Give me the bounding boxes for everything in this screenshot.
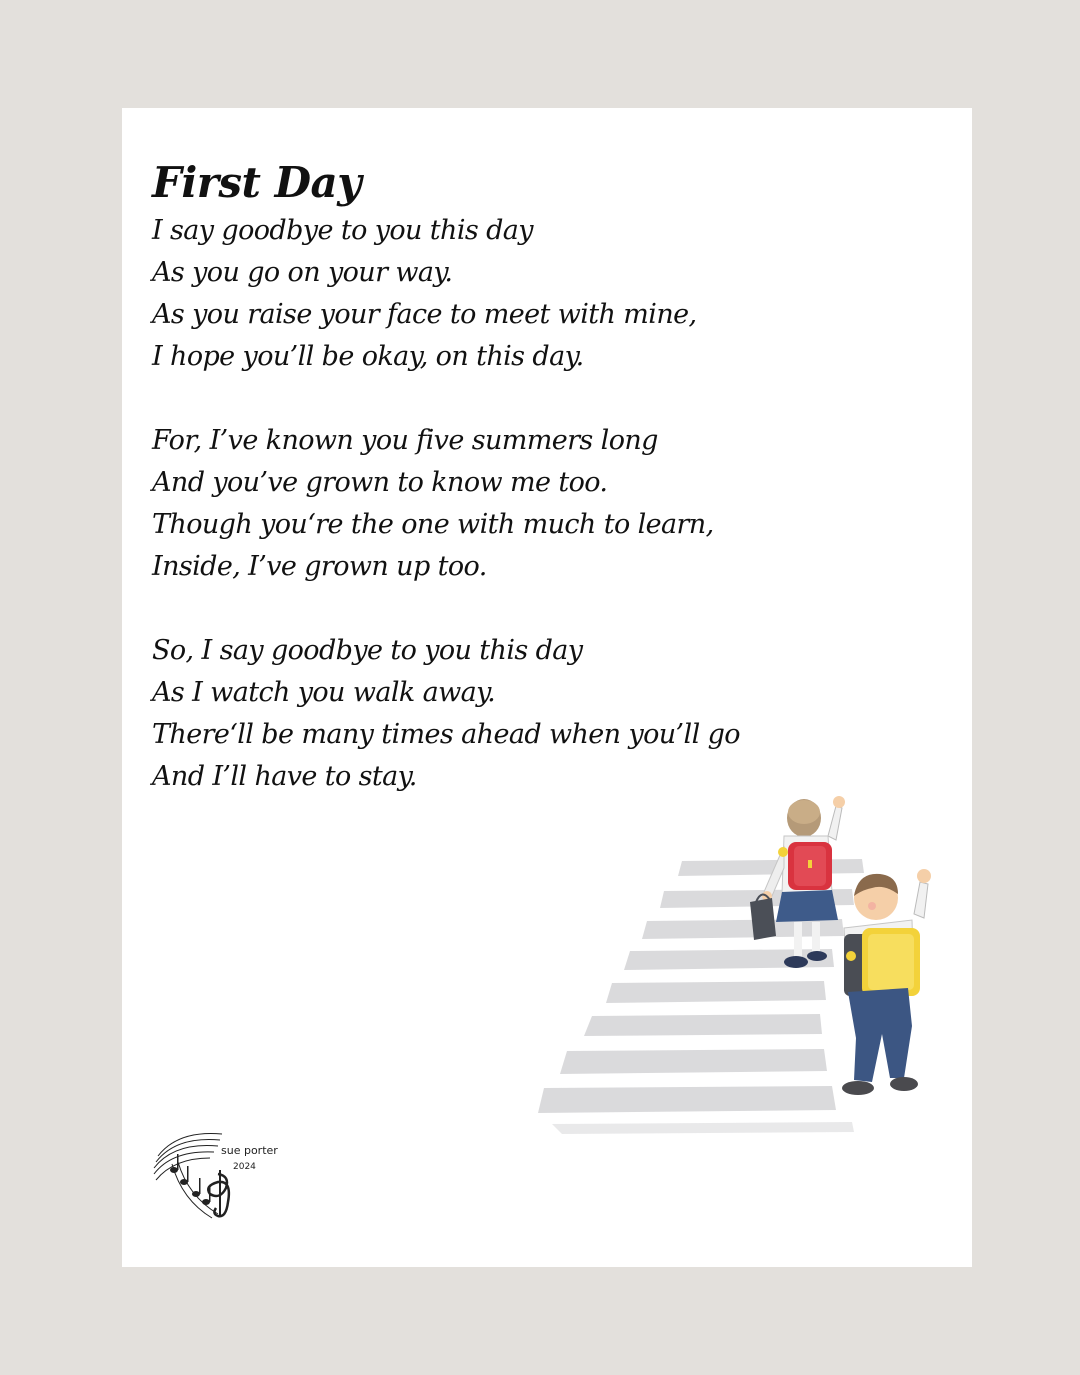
girl-figure	[750, 796, 845, 968]
signature-logo	[148, 1126, 278, 1226]
children-crossing-illustration	[532, 788, 932, 1148]
poem-line: As I watch you walk away.	[152, 677, 496, 708]
poem-line: As you raise your face to meet with mine,	[152, 299, 697, 330]
poem-line: There‘ll be many times ahead when you’ll go	[152, 719, 740, 750]
poem-line: So, I say goodbye to you this day	[152, 635, 583, 666]
poem-title: First Day	[152, 158, 362, 207]
poem-line: And you’ve grown to know me too.	[152, 467, 608, 498]
poem-line: I say goodbye to you this day	[152, 215, 533, 246]
poem-line: Inside, I’ve grown up too.	[152, 551, 487, 582]
stanza-2	[152, 420, 912, 588]
poem-line: As you go on your way.	[152, 257, 453, 288]
stanza-3	[152, 630, 912, 798]
stanza-1	[152, 210, 912, 378]
poem-line: I hope you’ll be okay, on this day.	[152, 341, 584, 372]
poem	[152, 158, 912, 840]
music-notes-icon	[148, 1126, 268, 1226]
poem-sheet	[122, 108, 972, 1267]
poem-line: Though you‘re the one with much to learn,	[152, 509, 714, 540]
poem-line: For, I’ve known you five summers long	[152, 425, 658, 456]
boy-figure	[842, 869, 931, 1095]
signature-year: 2024	[233, 1162, 256, 1172]
poem-line: And I’ll have to stay.	[152, 761, 417, 792]
signature-name: sue porter	[221, 1144, 278, 1157]
